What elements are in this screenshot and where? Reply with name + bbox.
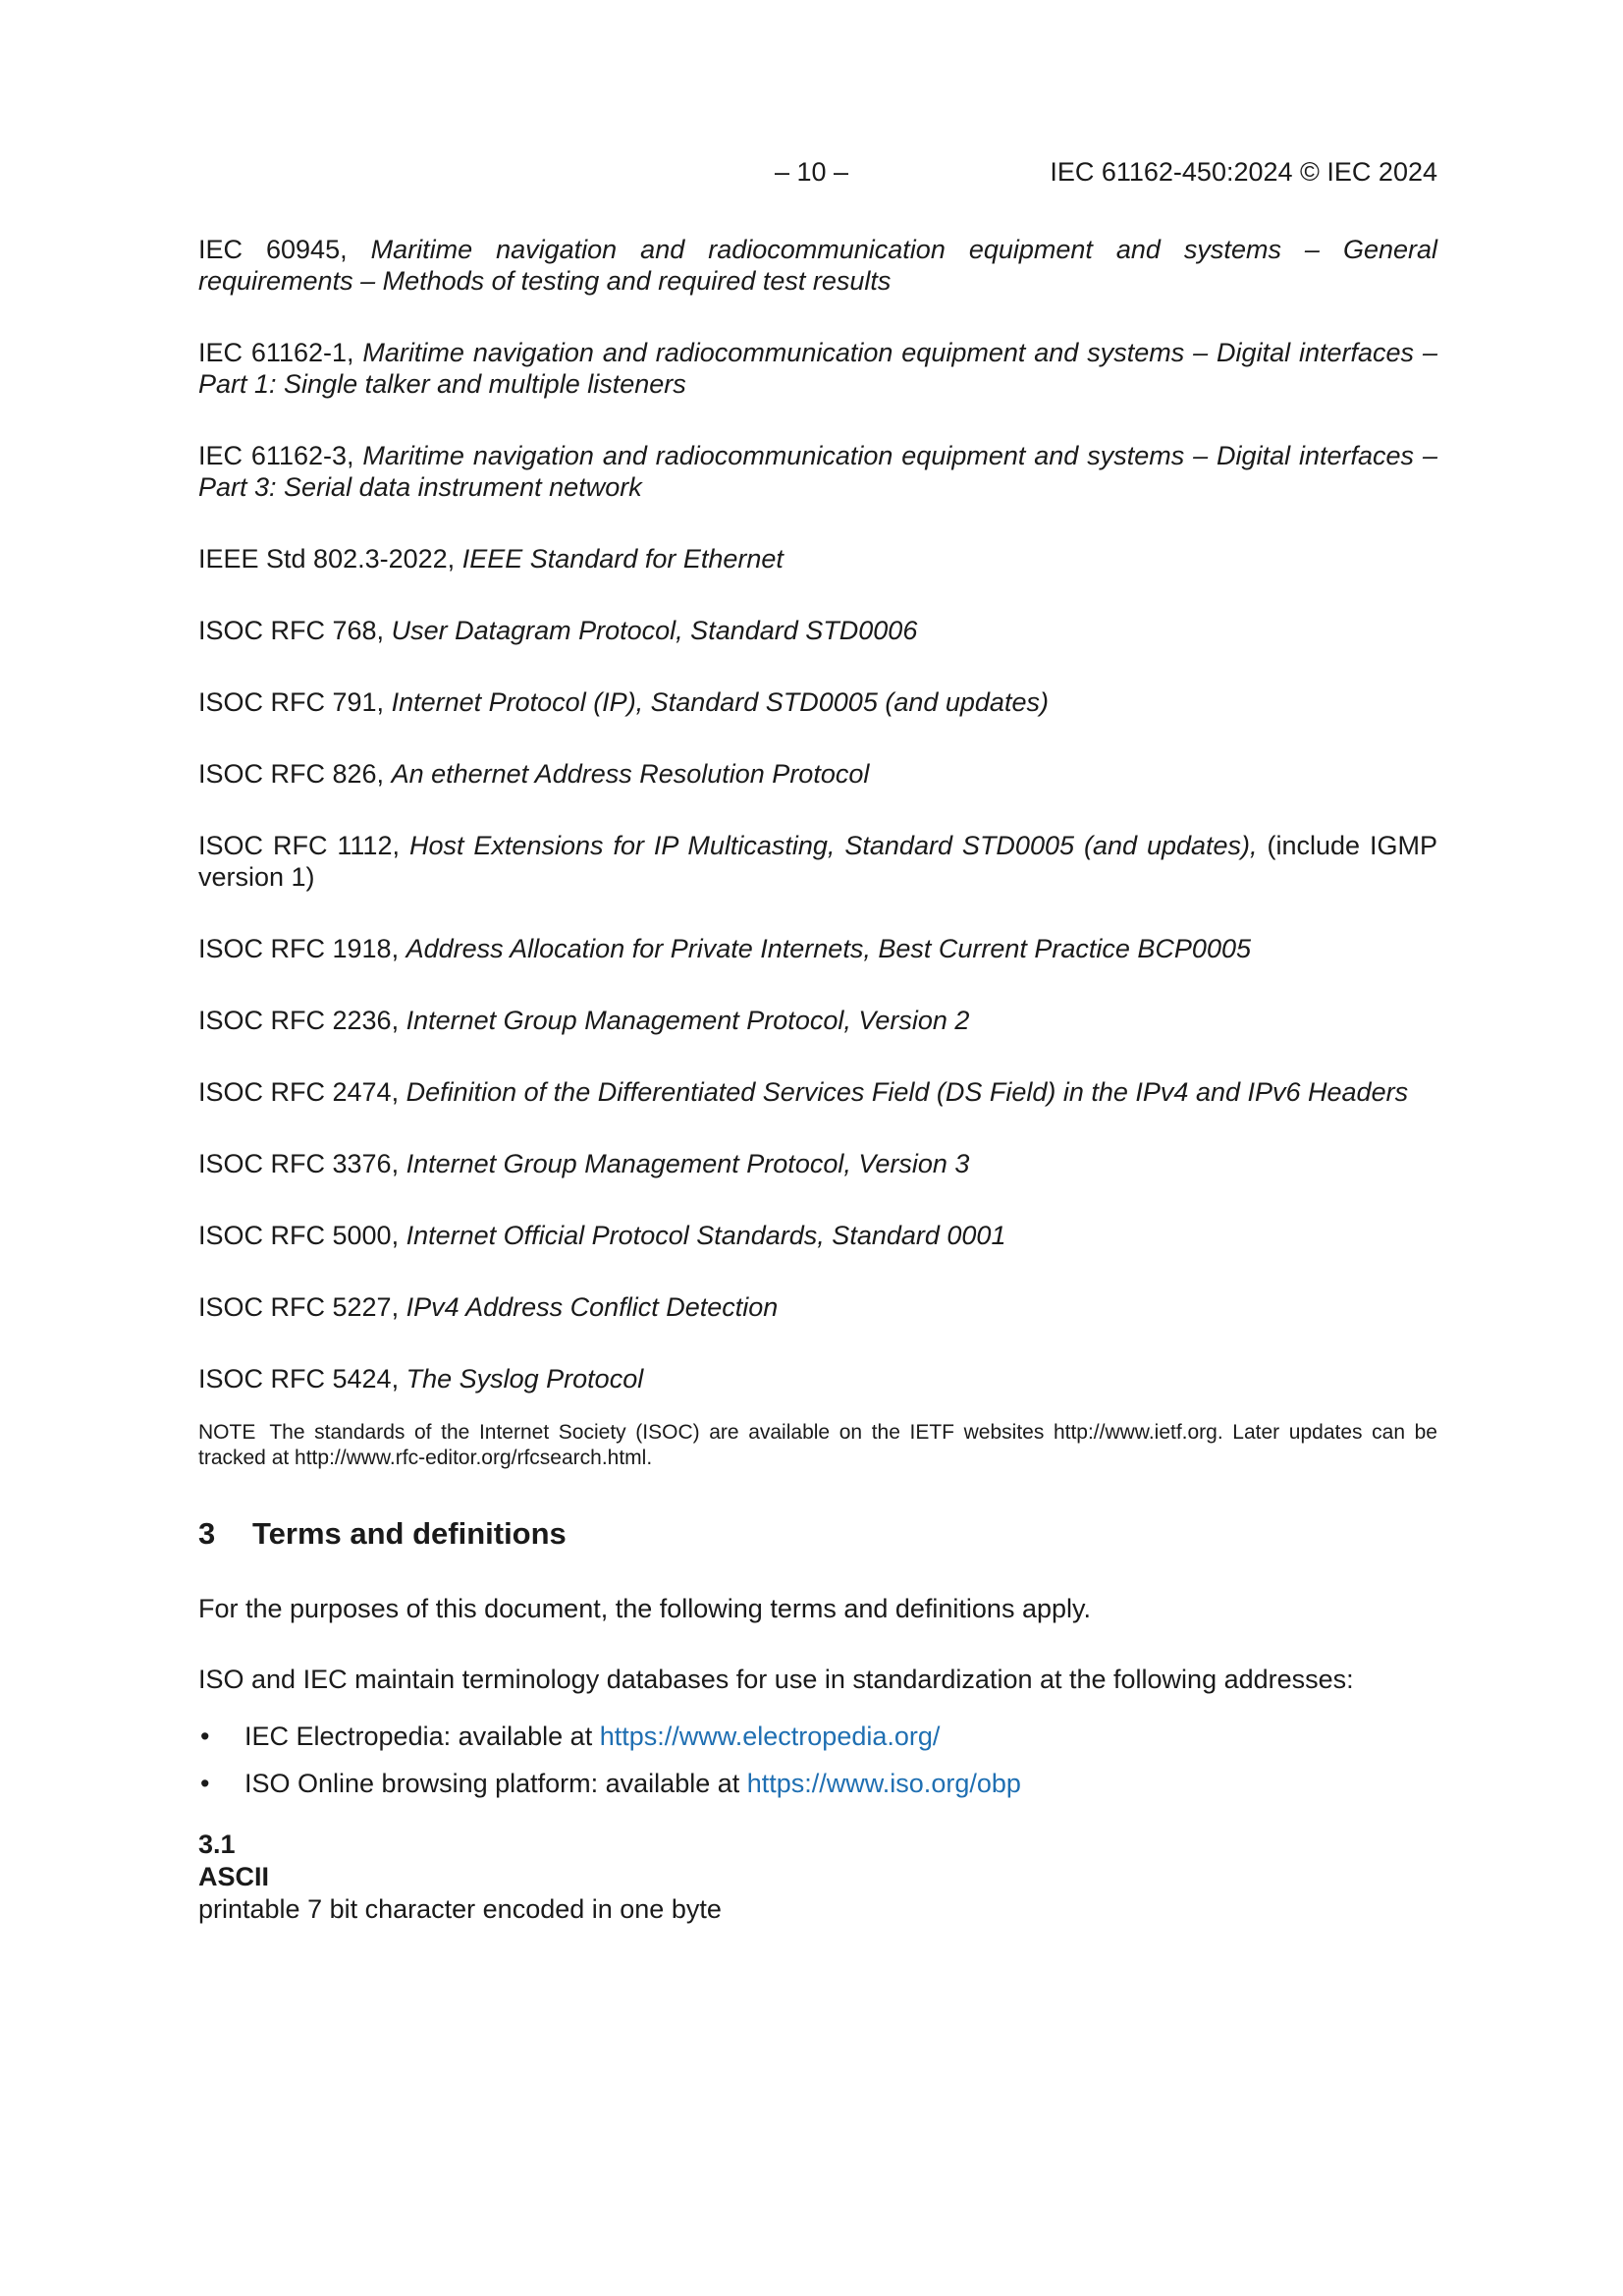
section-heading-terms bbox=[198, 1516, 1437, 1552]
reference-rfc-1112: ISOC RFC 1112, Host Extensions for IP Multicasting, Standard STD0005 (and updates), (include IGMP version 1) bbox=[198, 831, 1438, 892]
references-note bbox=[198, 1420, 1437, 1471]
terms-intro-paragraph: For the purposes of this document, the following terms and definitions apply. bbox=[198, 1594, 1091, 1623]
reference-iec-61162-3: IEC 61162-3, Maritime navigation and radiocommunication equipment and systems – Digital interfaces – Part 3: Serial data instrument network bbox=[198, 441, 1437, 502]
list-item-iso-obp: • ISO Online browsing platform: available at https://www.iso.org/obp bbox=[200, 1769, 1021, 1798]
section-title: Terms and definitions bbox=[252, 1516, 567, 1551]
reference-rfc-1918: ISOC RFC 1918, Address Allocation for Private Internets, Best Current Practice BCP0005 bbox=[198, 934, 1251, 963]
note-text: The standards of the Internet Society (ISOC) are available on the IETF websites http://www.ietf.org. Later updates can be tracked at http://www.rfc-editor.org/rfcsearch.html. bbox=[198, 1421, 1437, 1469]
reference-rfc-5424: ISOC RFC 5424, The Syslog Protocol bbox=[198, 1364, 644, 1394]
term-definition: printable 7 bit character encoded in one byte bbox=[198, 1894, 722, 1924]
terminology-database-list bbox=[198, 1721, 1437, 1799]
reference-iec-60945: IEC 60945, Maritime navigation and radiocommunication equipment and systems – General requirements – Methods of testing and required test results bbox=[198, 235, 1437, 296]
reference-rfc-2236: ISOC RFC 2236, Internet Group Management Protocol, Version 2 bbox=[198, 1006, 970, 1035]
reference-iec-61162-1: IEC 61162-1, Maritime navigation and radiocommunication equipment and systems – Digital interfaces – Part 1: Single talker and multiple listeners bbox=[198, 338, 1437, 399]
normative-references-list bbox=[198, 234, 1437, 1394]
terminology-databases-paragraph: ISO and IEC maintain terminology databases for use in standardization at the following addresses: bbox=[198, 1665, 1354, 1694]
reference-rfc-768: ISOC RFC 768, User Datagram Protocol, Standard STD0006 bbox=[198, 616, 918, 645]
term-entry-ascii bbox=[198, 1829, 1437, 1926]
bullet-icon: • bbox=[200, 1722, 210, 1751]
reference-rfc-3376: ISOC RFC 3376, Internet Group Management Protocol, Version 3 bbox=[198, 1149, 970, 1178]
note-label: NOTE bbox=[198, 1421, 256, 1444]
reference-rfc-5227: ISOC RFC 5227, IPv4 Address Conflict Detection bbox=[198, 1292, 779, 1322]
electropedia-link[interactable]: https://www.electropedia.org/ bbox=[599, 1722, 941, 1751]
reference-ieee-802-3: IEEE Std 802.3-2022, IEEE Standard for Ethernet bbox=[198, 544, 784, 574]
section-number: 3 bbox=[198, 1516, 216, 1551]
page-content bbox=[198, 234, 1437, 1926]
term-name: ASCII bbox=[198, 1862, 270, 1891]
reference-rfc-5000: ISOC RFC 5000, Internet Official Protocol Standards, Standard 0001 bbox=[198, 1221, 1006, 1250]
page-header bbox=[198, 157, 1437, 196]
page-number: – 10 – bbox=[775, 157, 849, 187]
reference-rfc-826: ISOC RFC 826, An ethernet Address Resolution Protocol bbox=[198, 759, 870, 789]
iso-obp-link[interactable]: https://www.iso.org/obp bbox=[746, 1769, 1021, 1798]
reference-rfc-2474: ISOC RFC 2474, Definition of the Differentiated Services Field (DS Field) in the IPv4 and IPv6 Headers bbox=[198, 1077, 1409, 1107]
list-item-electropedia: • IEC Electropedia: available at https://www.electropedia.org/ bbox=[200, 1722, 941, 1751]
bullet-icon: • bbox=[200, 1769, 210, 1798]
standard-identifier: IEC 61162-450:2024 © IEC 2024 bbox=[1050, 157, 1437, 187]
term-number: 3.1 bbox=[198, 1830, 236, 1859]
reference-rfc-791: ISOC RFC 791, Internet Protocol (IP), Standard STD0005 (and updates) bbox=[198, 687, 1049, 717]
